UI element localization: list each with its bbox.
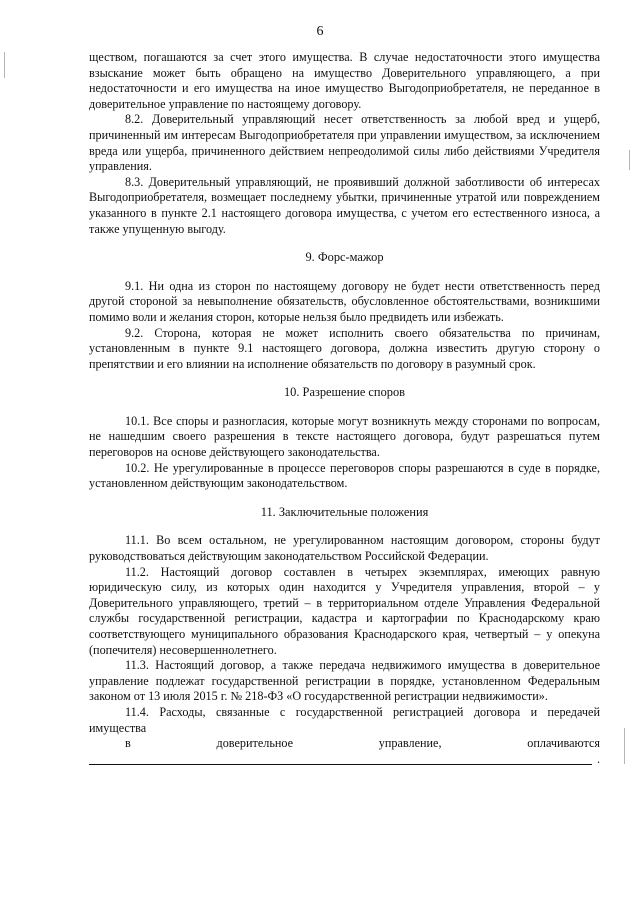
blank-fill-line [89,752,600,768]
document-body [89,50,600,768]
paragraph-11-2: 11.2. Настоящий договор составлен в четырех экземплярах, имеющих равную юридическую силу, из которых один находится у Учредителя управления, второй – у Доверительного управляющего, третий – в территориальном отделе Управления Федеральной службы государственной регистрации, кадастра и картографии по Краснодарскому краю соответствующего муниципального образования Краснодарского края, четвертый – у опекуна (попечителя) несовершеннолетнего. [89,564,600,657]
section-heading-force-majeure: 9. Форс-мажор [305,250,384,265]
paragraph-8-2: 8.2. Доверительный управляющий несет ответственность за любой вред и ущерб, причиненный им интересам Выгодоприобретателя при управлении имуществом, за исключением вреда или ущерба, причиненного действием непреодолимой силы либо действиями Учредителя управления. [89,112,600,174]
section-heading-final-provisions: 11. Заключительные положения [260,504,429,519]
paragraph-9-2: 9.2. Сторона, которая не может исполнить своего обязательства по причинам, установленным в пункте 9.1 настоящего договора, должна известить другую сторону о препятствии и его влиянии на исполнение обязательств по договору в разумный срок. [89,325,600,371]
margin-mark [624,728,625,764]
paragraph-11-4-continuation [89,736,600,752]
paragraph-9-1: 9.1. Ни одна из сторон по настоящему договору не будет нести ответственность перед другой стороной за невыполнение обязательств, обусловленное обстоятельствами, возникшими помимо воли и желания сторон, которые нельзя было предвидеть или избежать. [89,278,600,324]
blank-line-period: . [596,752,600,767]
section-heading-disputes: 10. Разрешение споров [283,385,406,400]
page-number: 6 [316,24,324,39]
paragraph-10-2: 10.2. Не урегулированные в процессе переговоров споры разрешаются в суде в порядке, установленном действующим законодательством. [89,460,600,491]
word-trust: доверительное [216,736,294,751]
paragraph-11-4: 11.4. Расходы, связанные с государственной регистрацией договора и передачей имущества [89,704,600,735]
margin-mark [4,52,5,78]
paragraph-10-1: 10.1. Все споры и разногласия, которые могут возникнуть между сторонами по вопросам, не нашедшим своего разрешения в тексте настоящего договора, будут разрешаться путем переговоров на основе действующего законодательства. [89,413,600,460]
paragraph-11-1: 11.1. Во всем остальном, не урегулированном настоящим договором, стороны будут руководствоваться действующим законодательством Российской Федерации. [89,533,600,564]
word-management: управление, [378,736,442,751]
paragraph-8-1-continuation: ществом, погашаются за счет этого имущества. В случае недостаточности этого имущества взыскание может быть обращено на имущество Доверительного управляющего, а при недостаточности и его имущества на иное имущество Выгодоприобретателя, не переданное в доверительное управление по настоящему договору. [89,50,600,111]
paragraph-11-3: 11.3. Настоящий договор, а также передача недвижимого имущества в доверительное управление подлежат государственной регистрации в порядке, установленном Федеральным законом от 13 июля 2015 г. № 218-ФЗ «О государственной регистрации недвижимости». [89,658,600,704]
paragraph-8-3: 8.3. Доверительный управляющий, не проявивший должной заботливости об интересах Выгодоприобретателя, возмещает последнему убытки, причиненные утратой или повреждением указанного в пункте 2.1 настоящего договора имущества, с учетом его естественного износа, а также упущенную выгоду. [89,174,600,236]
word-in: в [125,736,131,751]
word-paid: оплачиваются [527,736,600,751]
blank-underline [89,764,592,765]
margin-mark [629,150,630,170]
